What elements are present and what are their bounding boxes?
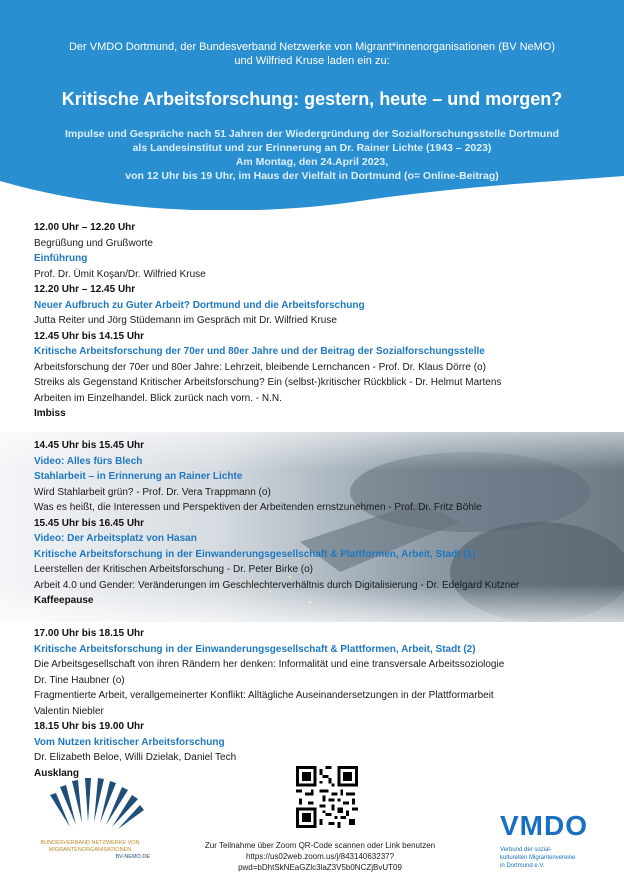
subtitle-line-4: von 12 Uhr bis 19 Uhr, im Haus der Vielfalt in Dortmund (o= Online-Beitrag) (125, 170, 499, 182)
zoom-note (170, 840, 470, 873)
time-slot: 18.15 Uhr bis 19.00 Uhr (34, 721, 145, 732)
subtitle-line-2: als Landesinstitut und zur Erinnerung an Dr. Rainer Lichte (1943 – 2023) (132, 142, 492, 154)
time-slot: 12.00 Uhr – 12.20 Uhr (34, 222, 136, 233)
break-label: Imbiss (34, 408, 66, 419)
vmdo-tagline-2: kulturellen Migrantenvereine (500, 855, 576, 861)
session-heading: Einführung (34, 253, 88, 264)
session-heading: Video: Alles fürs Blech (34, 455, 143, 467)
time-slot: 14.45 Uhr bis 15.45 Uhr (34, 440, 145, 451)
speaker-line: Was es heißt, die Interessen und Perspektiven der Arbeitenden ernstzunehmen - Prof. Dr. Fritz Böhle (34, 502, 482, 513)
session-heading: Video: Der Arbeitsplatz von Hasan (34, 533, 197, 544)
speaker-line: Streiks als Gegenstand Kritischer Arbeitsforschung? Ein (selbst-)kritischer Rückblick - Dr. Helmut Martens (34, 377, 502, 388)
zoom-qr-code[interactable] (296, 766, 358, 828)
speaker-line: Fragmentierte Arbeit, verallgemeinerter Konflikt: Alltägliche Auseinandersetzungen in der Plattformarbeit (34, 690, 494, 701)
session-heading: Neuer Aufbruch zu Guter Arbeit? Dortmund und die Arbeitsforschung (34, 299, 365, 311)
intro-line-2: und Wilfried Kruse laden ein zu: (234, 55, 390, 67)
speaker-line: Wird Stahlarbeit grün? - Prof. Dr. Vera Trappmann (o) (34, 486, 271, 498)
intro-line-1: Der VMDO Dortmund, der Bundesverband Netzwerke von Migrant*innenorganisationen (BV NeMO) (68, 41, 556, 53)
speaker-line: Arbeit 4.0 und Gender: Veränderungen im Geschlechterverhältnis durch Digitalisierung - Dr. Edelgard Kutzner (34, 579, 520, 591)
program-block-evening (34, 626, 594, 781)
intro-text (0, 40, 624, 68)
speaker-line: Leerstellen der Kritischen Arbeitsforschung - Dr. Peter Birke (o) (34, 564, 314, 575)
session-heading: Kritische Arbeitsforschung in der Einwanderungsgesellschaft & Plattformen, Arbeit, Stadt (1) (34, 548, 476, 560)
subtitle-line-3: Am Montag, den 24.April 2023, (235, 156, 389, 168)
speaker-line: Prof. Dr. Ümit Koşan/Dr. Wilfried Kruse (34, 268, 206, 280)
speaker-line: Begrüßung und Grußworte (34, 237, 153, 249)
bv-nemo-logo (30, 775, 170, 860)
bv-line-3: BV-NEMO.DE (115, 854, 150, 860)
session-heading: Stahlarbeit – in Erinnerung an Rainer Lichte (34, 471, 243, 482)
session-heading: Kritische Arbeitsforschung der 70er und 80er Jahre und der Beitrag der Sozialforschungsstelle (34, 346, 485, 357)
zoom-instruction: Zur Teilnahme über Zoom QR-Code scannen oder Link benutzen (204, 841, 436, 850)
bv-line-2: MIGRANTENORGANISATIONEN (48, 847, 132, 853)
speaker-line: Dr. Elizabeth Beloe, Willi Dzielak, Daniel Tech (34, 752, 237, 763)
program-block-morning (34, 220, 594, 422)
vmdo-tagline-1: Verbund der sozial- (500, 847, 552, 853)
vmdo-logo (500, 810, 600, 870)
speaker-line: Arbeiten im Einzelhandel. Blick zurück nach vorn. - N.N. (34, 392, 282, 404)
time-slot: 17.00 Uhr bis 18.15 Uhr (34, 628, 145, 639)
speaker-line: Jutta Reiter und Jörg Stüdemann im Gespräch mit Dr. Wilfried Kruse (34, 315, 337, 326)
zoom-link[interactable]: https://us02web.zoom.us/j/84314063237?pwd=bDhtSkNEaGZlc3laZ3V5b0NCZjBvUT09 (238, 852, 402, 872)
event-title: Kritische Arbeitsforschung: gestern, heute – und morgen? (61, 89, 563, 109)
speaker-line: Valentin Niebler (34, 705, 104, 717)
subtitle-line-1: Impulse und Gespräche nach 51 Jahren der Wiedergründung der Sozialforschungsstelle Dortmund (64, 128, 560, 140)
vmdo-tagline-3: in Dortmund e.V. (500, 863, 545, 869)
event-subtitle (0, 127, 624, 183)
break-label: Kaffeepause (34, 595, 94, 606)
time-slot: 12.45 Uhr bis 14.15 Uhr (34, 330, 145, 342)
speaker-line: Die Arbeitsgesellschaft von ihren Rändern her denken: Informalität und eine transversale Arbeitssoziologie (34, 659, 505, 670)
speaker-line: Arbeitsforschung der 70er und 80er Jahre: Lehrzeit, bleibende Lernchancen - Prof. Dr. Klaus Dörre (o) (34, 361, 486, 373)
program-block-afternoon (34, 438, 594, 609)
bv-line-1: BUNDESVERBAND NETZWERKE VON (40, 840, 140, 846)
vmdo-wordmark: VMDO (500, 810, 588, 841)
session-heading: Vom Nutzen kritischer Arbeitsforschung (34, 736, 225, 748)
break-label: Ausklang (34, 767, 80, 779)
time-slot: 15.45 Uhr bis 16.45 Uhr (34, 517, 145, 529)
speaker-line: Dr. Tine Haubner (o) (34, 674, 125, 686)
time-slot: 12.20 Uhr – 12.45 Uhr (34, 284, 136, 295)
session-heading: Kritische Arbeitsforschung in der Einwanderungsgesellschaft & Plattformen, Arbeit, Stadt (2) (34, 643, 476, 655)
